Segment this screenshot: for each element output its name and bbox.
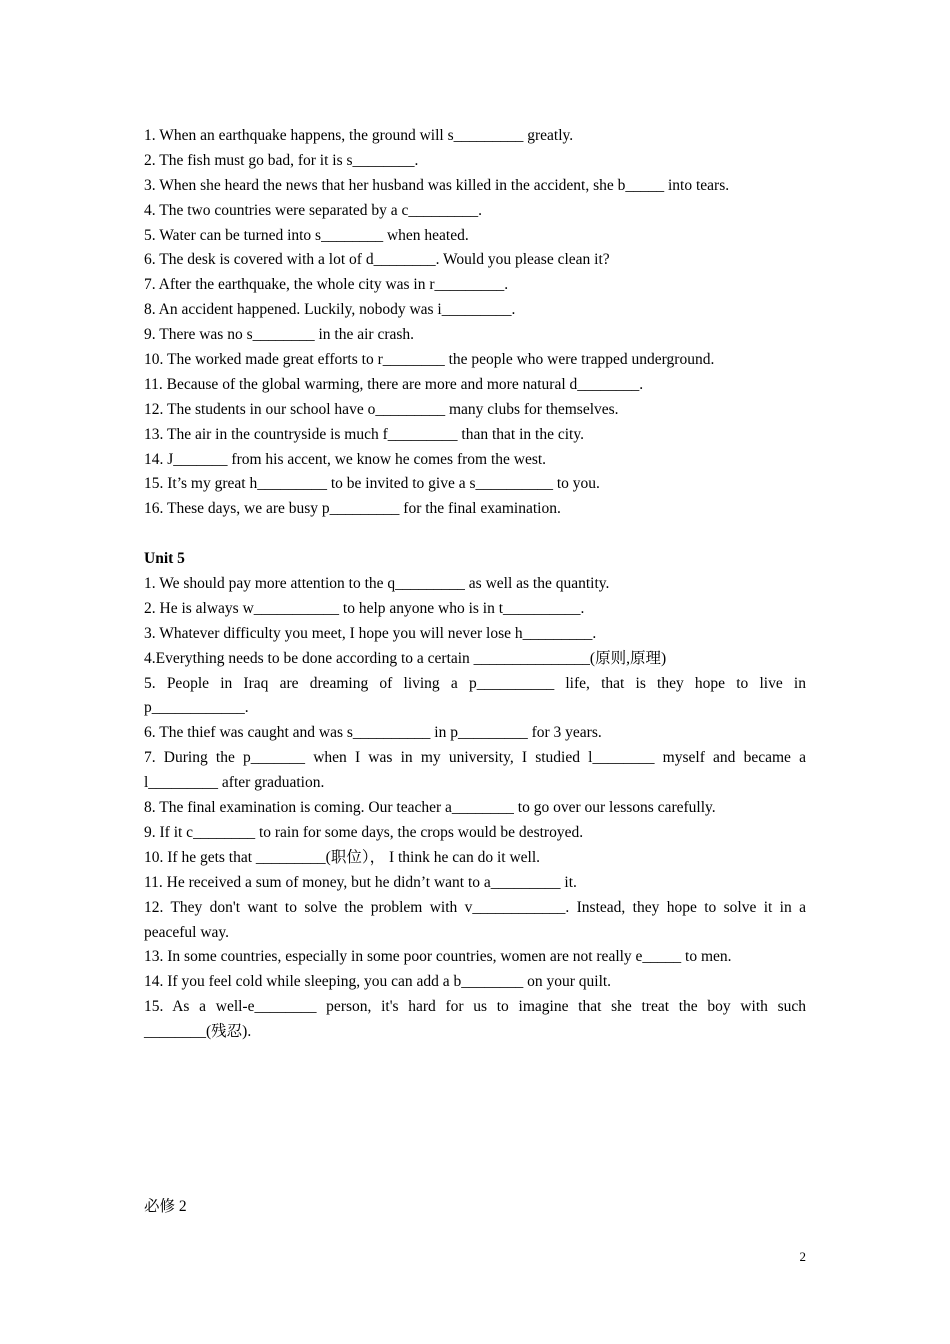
exercise-item-line: 15. As a well-e________ person, it's hard for us to imagine that she treat the boy with such [144, 998, 806, 1016]
exercise-item: 7. After the earthquake, the whole city was in r_________. [144, 276, 509, 294]
exercise-item: 8. An accident happened. Luckily, nobody was i_________. [144, 301, 516, 319]
exercise-item: 9. If it c________ to rain for some days, the crops would be destroyed. [144, 823, 584, 841]
exercise-item: 14. J_______ from his accent, we know he comes from the west. [144, 450, 547, 468]
exercise-item-line: 5. People in Iraq are dreaming of living a p__________ life, that is they hope to live in [144, 674, 806, 692]
exercise-item: 4. The two countries were separated by a c_________. [144, 201, 483, 219]
exercise-item: 3. When she heard the news that her husband was killed in the accident, she b_____ into tears. [144, 176, 730, 194]
exercise-item: 13. In some countries, especially in some poor countries, women are not really e_____ to men. [144, 948, 732, 966]
exercise-item: 9. There was no s________ in the air crash. [144, 326, 415, 344]
exercise-item: 3. Whatever difficulty you meet, I hope you will never lose h_________. [144, 624, 597, 642]
exercise-item-continuation: peaceful way. [144, 923, 230, 941]
exercise-item: 5. Water can be turned into s________ when heated. [144, 226, 469, 244]
exercise-item: 1. When an earthquake happens, the ground will s_________ greatly. [144, 127, 574, 144]
exercise-item: 4.Everything needs to be done according to a certain _______________(原则,原理) [144, 649, 667, 667]
exercise-item: 15. It’s my great h_________ to be invited to give a s__________ to you. [144, 475, 600, 493]
document-body [144, 124, 806, 1045]
exercise-item-line: 7. During the p_______ when I was in my university, I studied l________ myself and became a [144, 749, 806, 767]
exercise-item-continuation: ________(残忍). [144, 1023, 252, 1041]
exercise-section-1 [144, 124, 806, 522]
exercise-item: 2. The fish must go bad, for it is s________. [144, 151, 419, 169]
exercise-item: 2. He is always w___________ to help anyone who is in t__________. [144, 599, 585, 617]
exercise-item: 10. The worked made great efforts to r________ the people who were trapped underground. [144, 351, 715, 369]
exercise-item: 16. These days, we are busy p_________ for the final examination. [144, 500, 561, 518]
exercise-item-line: 12. They don't want to solve the problem with v____________. Instead, they hope to solve it in a [144, 898, 806, 916]
exercise-item-continuation: l_________ after graduation. [144, 774, 325, 792]
exercise-item: 10. If he gets that _________(职位）， I think he can do it well. [144, 848, 541, 866]
section-label: 必修 2 [144, 1198, 187, 1215]
section-gap [144, 522, 806, 547]
exercise-item: 12. The students in our school have o_________ many clubs for themselves. [144, 400, 619, 418]
exercise-item-continuation: p____________. [144, 699, 249, 717]
exercise-item: 6. The desk is covered with a lot of d________. Would you please clean it? [144, 251, 610, 269]
unit-heading: Unit 5 [144, 550, 185, 568]
exercise-item: 13. The air in the countryside is much f_________ than that in the city. [144, 425, 584, 443]
exercise-section-unit-5 [144, 547, 806, 1045]
page-number: 2 [799, 1249, 806, 1264]
exercise-item: 11. Because of the global warming, there are more and more natural d________. [144, 375, 644, 393]
exercise-item: 1. We should pay more attention to the q_________ as well as the quantity. [144, 575, 610, 593]
exercise-item: 11. He received a sum of money, but he didn’t want to a_________ it. [144, 873, 577, 891]
exercise-item: 8. The final examination is coming. Our teacher a________ to go over our lessons carefully. [144, 799, 716, 817]
exercise-item: 14. If you feel cold while sleeping, you can add a b________ on your quilt. [144, 973, 612, 991]
exercise-item: 6. The thief was caught and was s__________ in p_________ for 3 years. [144, 724, 602, 742]
